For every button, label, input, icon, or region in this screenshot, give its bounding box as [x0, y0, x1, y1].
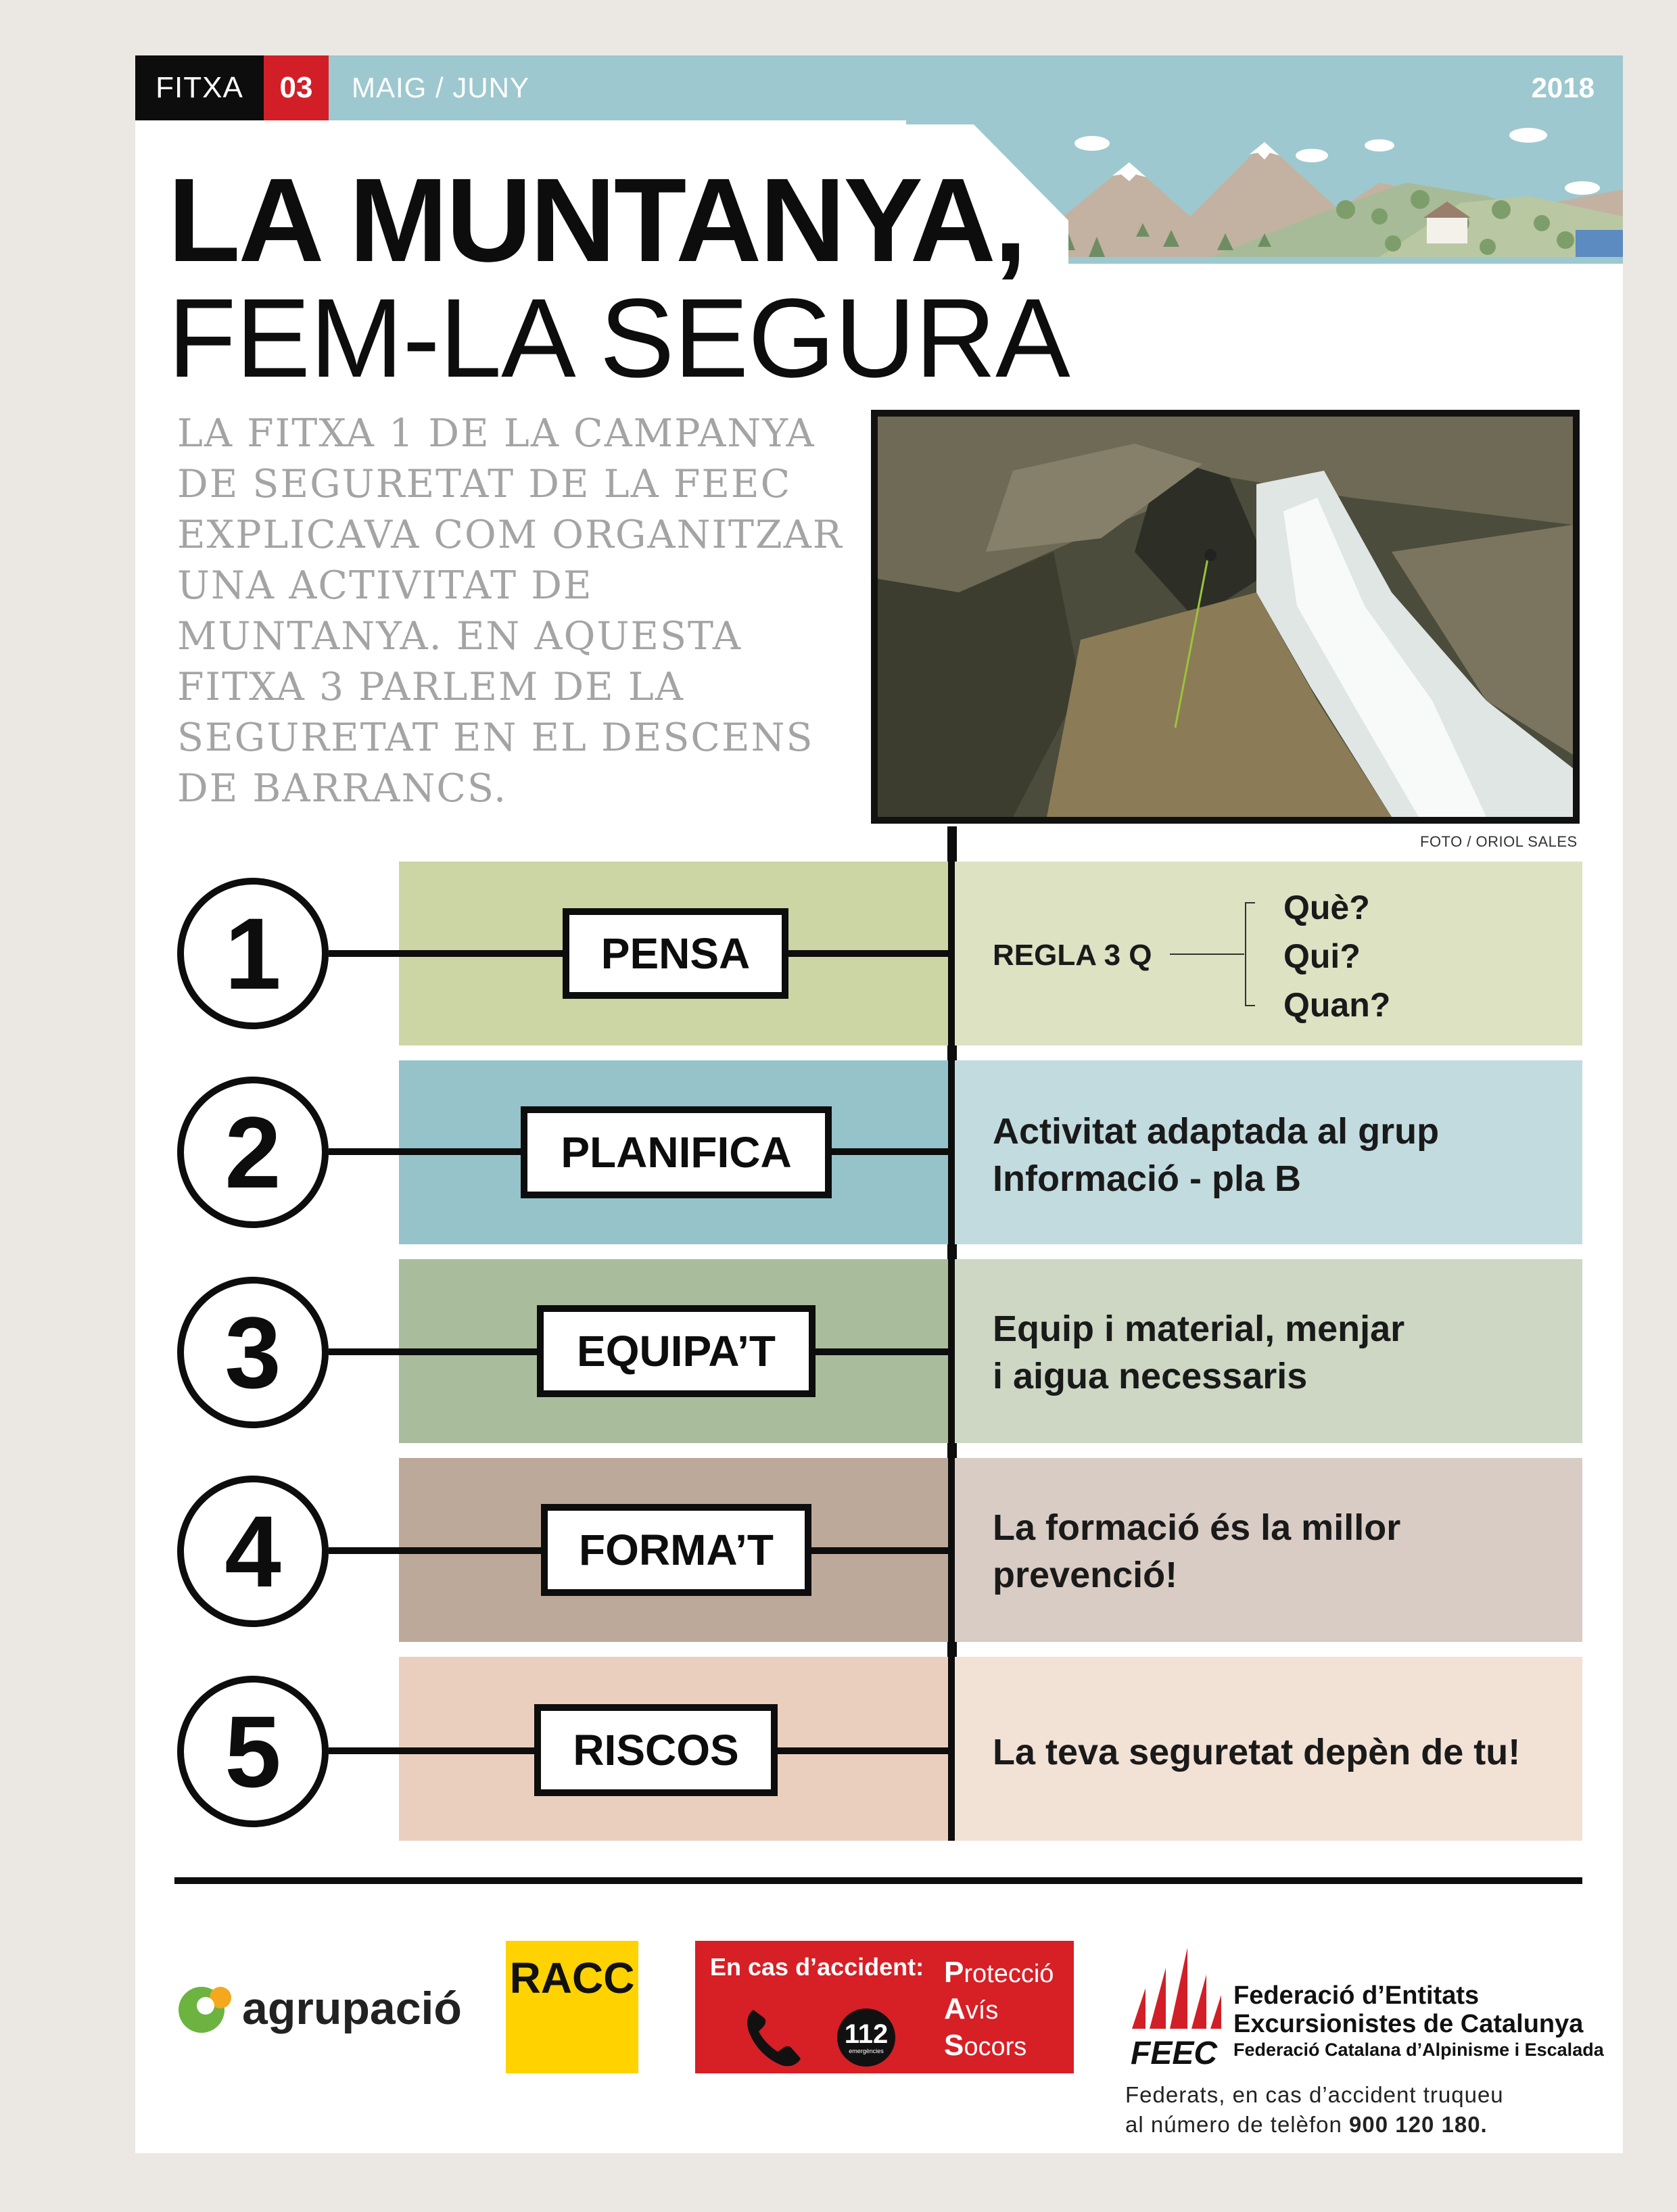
intro-text: LA FITXA 1 DE LA CAMPANYA DE SEGURETAT DE LA FEEC EXPLICAVA COM ORGANITZAR UNA ACTIVITAT DE MUNTANYA. EN AQUESTA FITXA 3 PARLEM DE LA SEGURETAT EN EL DESCENS DE BARRANCS. [177, 411, 843, 811]
accident-title: En cas d’accident: [710, 1953, 924, 1981]
racc-logo [506, 1941, 638, 2073]
step-2-number-circle: 2 [177, 1077, 329, 1228]
footer-divider [174, 1877, 1582, 1884]
pas-p-rest: rotecció [964, 1960, 1054, 1988]
step-3-label: EQUIPA’T [537, 1305, 816, 1397]
step-5-label: RISCOS [534, 1704, 778, 1796]
step-2-label: PLANIFICA [521, 1106, 832, 1198]
step-4-text-line-2: prevenció! [993, 1555, 1178, 1595]
step-4-text-line-1: La formació és la millor [993, 1507, 1401, 1548]
step-5-number-circle: 5 [177, 1676, 329, 1827]
emergency-number: 112 [844, 2019, 889, 2049]
title-line-2: FEM-LA SEGURA [168, 276, 1070, 401]
agrupacio-logo [174, 1981, 462, 2035]
feec-note-line-2 [1125, 2110, 1504, 2140]
pas-avis [944, 1992, 998, 2026]
feec-note-prefix: al número de telèfon [1125, 2112, 1350, 2137]
step-1-rule: REGLA 3 Q [993, 939, 1152, 972]
title-line-1: LA MUNTANYA, [168, 154, 1025, 287]
fitxa-number: 03 [264, 55, 329, 120]
feec-note [1125, 2080, 1504, 2140]
step-3-text-line-2: i aigua necessaris [993, 1356, 1308, 1396]
step-3-number-circle: 3 [177, 1277, 329, 1428]
photo-credit: FOTO / ORIOL SALES [1420, 833, 1578, 850]
pas-protecci [944, 1956, 1054, 1990]
step-1-bracket [1170, 896, 1265, 1011]
accident-box [695, 1941, 1074, 2073]
pas-s-initial: S [944, 2029, 964, 2062]
step-1-question-3: Quan? [1283, 986, 1391, 1024]
step-3-text-line-1: Equip i material, menjar [993, 1309, 1405, 1349]
step-1-label: PENSA [563, 908, 788, 999]
step-4-number-circle: 4 [177, 1476, 329, 1627]
racc-logo-text: RACC [509, 1954, 635, 2002]
step-1-question-2: Qui? [1283, 937, 1361, 975]
step-1-question-1: Què? [1283, 889, 1370, 926]
feec-name-line-2: Excursionistes de Catalunya [1233, 2010, 1584, 2038]
step-2-text-line-2: Informació - pla B [993, 1158, 1302, 1199]
agrupacio-logo-text: agrupació [242, 1983, 462, 2034]
feec-subtitle: Federació Catalana d’Alpinisme i Escalada [1233, 2040, 1604, 2060]
phone-icon [740, 2003, 807, 2071]
header-months: MAIG / JUNY [352, 72, 530, 103]
agrupacio-logo-icon [174, 1981, 235, 2035]
feec-name [1233, 1981, 1583, 2038]
header-year: 2018 [1531, 72, 1595, 103]
pas-a-rest: vís [965, 1996, 999, 2025]
pas-p-initial: P [944, 1956, 964, 1989]
pas-socors [944, 2029, 1026, 2063]
pas-s-rest: ocors [964, 2033, 1027, 2061]
emergency-112-badge [837, 2008, 895, 2067]
feec-logo [1125, 1948, 1227, 2069]
feec-name-line-1: Federació d’Entitats [1233, 1981, 1480, 2010]
feec-phone-number: 900 120 180. [1349, 2112, 1488, 2137]
step-2-text-line-1: Activitat adaptada al grup [993, 1111, 1440, 1152]
feec-note-line-1: Federats, en cas d’accident truqueu [1125, 2082, 1504, 2107]
emergency-caption: emergències [849, 2048, 884, 2054]
step-1-number-circle: 1 [177, 878, 329, 1029]
canyoning-photo [871, 410, 1580, 824]
canyoning-photo-image [878, 417, 1573, 817]
fitxa-label: FITXA [135, 55, 264, 120]
step-5-text-line-1: La teva seguretat depèn de tu! [993, 1732, 1521, 1772]
step-4-label: FORMA’T [541, 1504, 811, 1596]
pas-a-initial: A [944, 1992, 966, 2025]
feec-abbr: FEEC [1131, 2035, 1218, 2069]
